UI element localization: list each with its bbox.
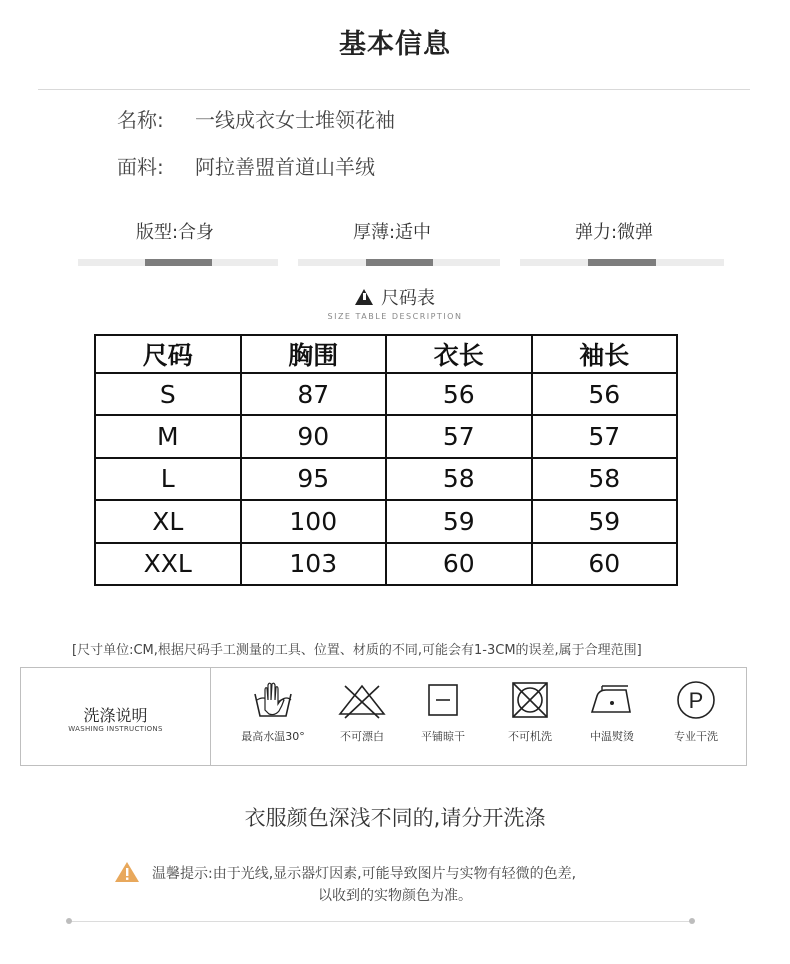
iron-medium-icon — [588, 680, 636, 720]
table-cell: S — [95, 373, 241, 415]
table-cell: XL — [95, 500, 241, 542]
washing-subtitle: WASHING INSTRUCTIONS — [68, 725, 163, 733]
page-title: 基本信息 — [339, 29, 451, 60]
table-cell: 60 — [386, 543, 532, 585]
wash-item — [654, 680, 738, 744]
fit-attribute: 版型:合身 — [135, 222, 215, 243]
table-cell: 58 — [386, 458, 532, 500]
table-cell: 57 — [532, 415, 678, 457]
wash-item — [488, 680, 572, 744]
table-cell: 59 — [386, 500, 532, 542]
table-cell: 58 — [532, 458, 678, 500]
table-row — [95, 373, 677, 415]
fabric-label: 面料: — [117, 155, 164, 179]
warning-icon — [355, 289, 373, 305]
wash-item-label: 平铺晾干 — [421, 730, 465, 743]
table-row — [95, 415, 677, 457]
bottom-divider — [70, 921, 692, 922]
divider-dot-right — [689, 918, 695, 924]
name-row — [117, 104, 395, 133]
table-cell: 100 — [241, 500, 387, 542]
size-table — [94, 334, 678, 586]
wash-item — [231, 680, 315, 744]
table-row — [95, 458, 677, 500]
hand-wash-icon — [251, 680, 295, 720]
thickness-attribute: 厚薄:适中 — [352, 222, 432, 243]
wash-item-label: 不可漂白 — [340, 730, 384, 743]
table-cell: 60 — [532, 543, 678, 585]
fabric-row — [117, 151, 375, 180]
table-cell: 56 — [386, 373, 532, 415]
table-cell: L — [95, 458, 241, 500]
table-cell: M — [95, 415, 241, 457]
fit-level-fill — [145, 259, 212, 266]
elasticity-attribute: 弹力:微弹 — [574, 222, 654, 243]
tip-line-2: 以收到的实物颜色为准。 — [318, 888, 472, 904]
elasticity-level-bar — [520, 259, 724, 266]
table-header-cell: 尺码 — [95, 335, 241, 373]
wash-item-label: 最高水温30° — [241, 730, 305, 743]
washing-title: 洗涤说明 — [83, 706, 148, 725]
table-cell: 95 — [241, 458, 387, 500]
wash-item-label: 专业干洗 — [674, 730, 718, 743]
name-label: 名称: — [117, 108, 164, 132]
table-cell: 57 — [386, 415, 532, 457]
title-divider — [38, 89, 750, 90]
table-cell: 59 — [532, 500, 678, 542]
table-cell: 87 — [241, 373, 387, 415]
washing-instructions — [20, 667, 747, 766]
washing-divider — [210, 668, 211, 765]
table-header-cell: 胸围 — [241, 335, 387, 373]
elasticity-level-fill — [588, 259, 656, 266]
name-value: 一线成衣女士堆领花袖 — [195, 108, 395, 132]
table-cell: 56 — [532, 373, 678, 415]
wash-item-label: 不可机洗 — [508, 730, 552, 743]
size-note: [尺寸单位:CM,根据尺码手工测量的工具、位置、材质的不同,可能会有1-3CM的误差,属于合理范围] — [72, 643, 642, 658]
color-notice: 衣服颜色深浅不同的,请分开洗涤 — [244, 806, 546, 830]
tip-line-1: 温馨提示:由于光线,显示器灯因素,可能导致图片与实物有轻微的色差, — [152, 866, 577, 882]
table-header-cell: 袖长 — [532, 335, 678, 373]
table-row — [95, 543, 677, 585]
table-cell: XXL — [95, 543, 241, 585]
wash-item — [570, 680, 654, 744]
fabric-value: 阿拉善盟首道山羊绒 — [195, 155, 375, 179]
fit-level-bar — [78, 259, 278, 266]
wash-item — [401, 680, 485, 744]
thickness-level-fill — [366, 259, 433, 266]
no-machine-wash-icon — [510, 680, 550, 720]
size-table-title: 尺码表 — [381, 288, 435, 309]
tip-warning-icon — [114, 861, 140, 887]
table-header-row — [95, 335, 677, 373]
size-table-subtitle: SIZE TABLE DESCRIPTION — [327, 312, 463, 321]
wash-item-label: 中温熨烫 — [590, 730, 634, 743]
table-header-cell: 衣长 — [386, 335, 532, 373]
no-bleach-icon — [337, 680, 387, 720]
thickness-level-bar — [298, 259, 500, 266]
svg-text:P: P — [688, 688, 704, 713]
divider-dot-left — [66, 918, 72, 924]
table-row — [95, 500, 677, 542]
table-cell: 90 — [241, 415, 387, 457]
professional-dry-clean-icon — [675, 680, 717, 720]
size-table-header — [0, 284, 790, 321]
table-cell: 103 — [241, 543, 387, 585]
dry-flat-icon — [423, 680, 463, 720]
wash-item — [320, 680, 404, 744]
